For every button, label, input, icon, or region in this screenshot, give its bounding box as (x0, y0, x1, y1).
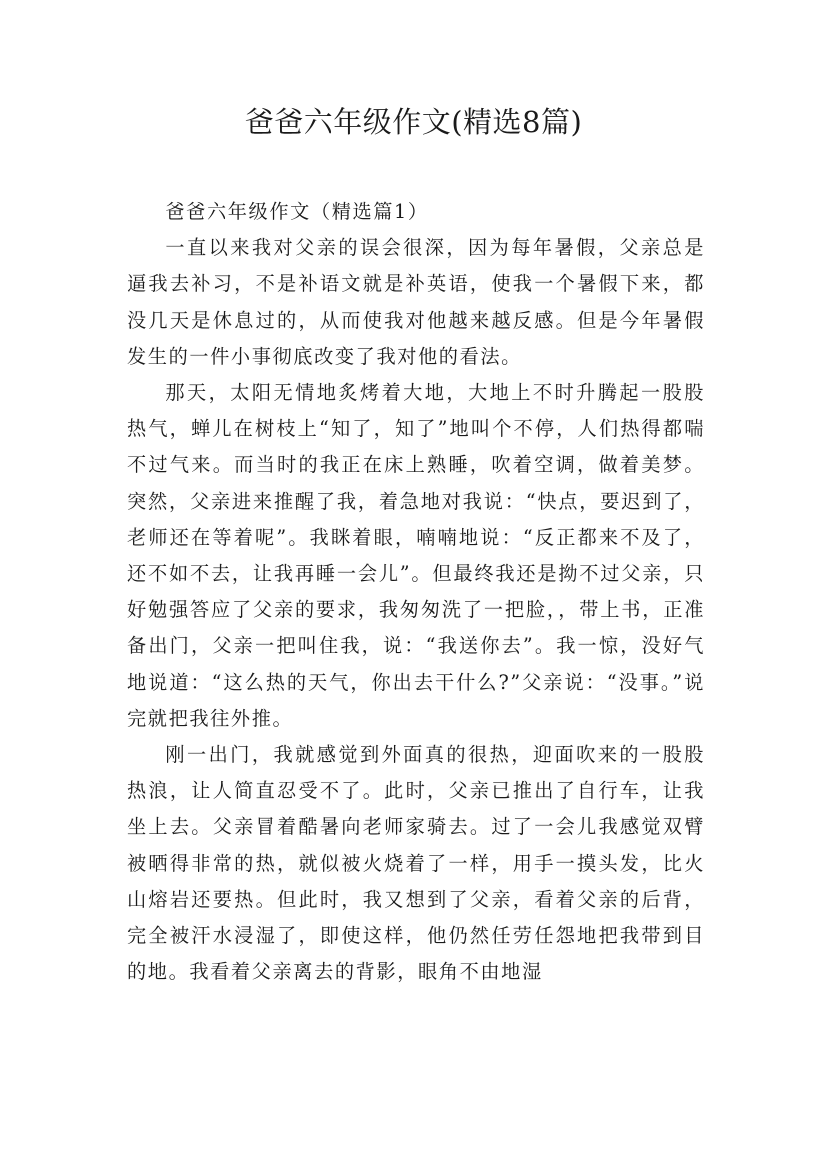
document-body (127, 194, 705, 990)
paragraph: 那天，太阳无情地炙烤着大地，大地上不时升腾起一股股热气，蝉儿在树枝上“知了，知了”地叫个不停，人们热得都喘不过气来。而当时的我正在床上熟睡，吹着空调，做着美梦。突然，父亲进来推醒了我，着急地对我说：“快点，要迟到了，老师还在等着呢”。我眯着眼，喃喃地说：“反正都来不及了，还不如不去，让我再睡一会儿”。但最终我还是拗不过父亲，只好勉强答应了父亲的要求，我匆匆洗了一把脸，，带上书，正准备出门，父亲一把叫住我，说：“我送你去”。我一惊，没好气地说道：“这么热的天气，你出去干什么?”父亲说：“没事。”说完就把我往外推。 (127, 381, 705, 730)
paragraph: 刚一出门，我就感觉到外面真的很热，迎面吹来的一股股热浪，让人简直忍受不了。此时，父亲已推出了自行车，让我坐上去。父亲冒着酷暑向老师家骑去。过了一会儿我感觉双臂被晒得非常的热，就似被火烧着了一样，用手一摸头发，比火山熔岩还要热。但此时，我又想到了父亲，看着父亲的后背，完全被汗水浸湿了，即使这样，他仍然任劳任怨地把我带到目的地。我看着父亲离去的背影，眼角不由地湿 (127, 743, 705, 984)
section-heading: 爸爸六年级作文（精选篇1） (165, 200, 429, 223)
document-title: 爸爸六年级作文(精选8篇) (244, 105, 583, 139)
paragraph: 一直以来我对父亲的误会很深，因为每年暑假，父亲总是逼我去补习，不是补语文就是补英语，使我一个暑假下来，都没几天是休息过的，从而使我对他越来越反感。但是今年暑假发生的一件小事彻底改变了我对他的看法。 (127, 236, 705, 368)
